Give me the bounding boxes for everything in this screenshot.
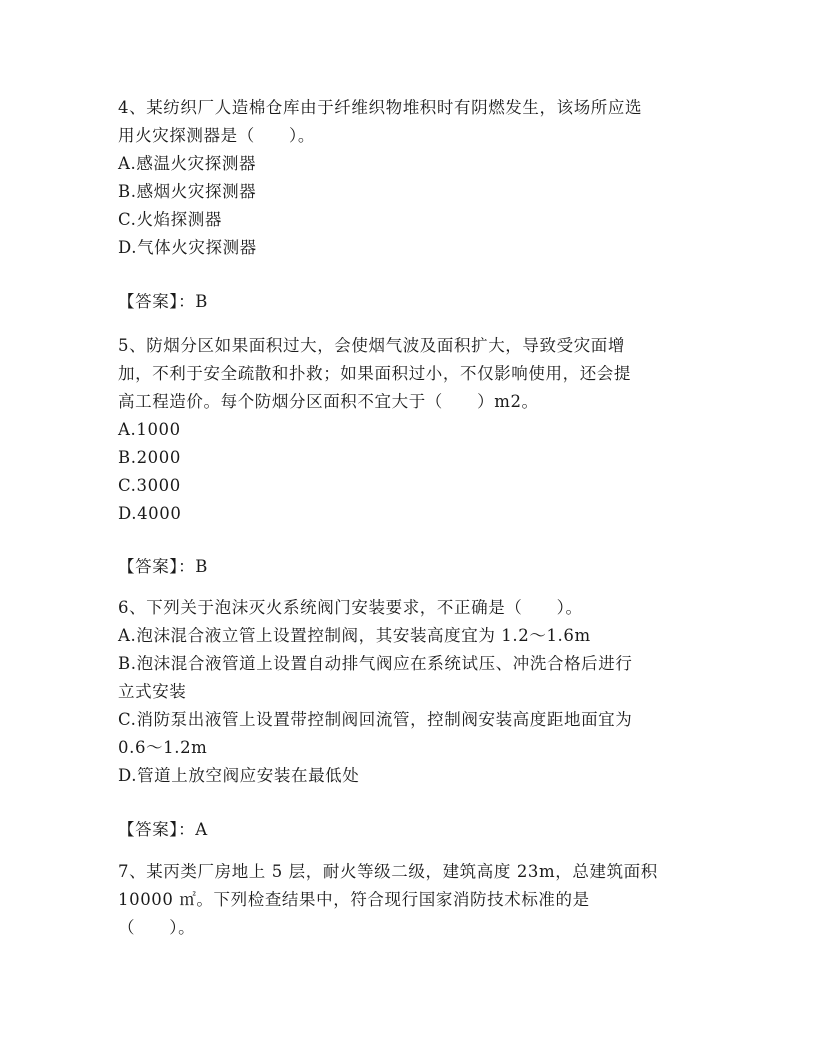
- option-d: D.气体火灾探测器: [118, 238, 257, 257]
- option-d: D.管道上放空阀应安装在最低处: [118, 766, 360, 785]
- option-a: A.感温火灾探测器: [118, 154, 257, 173]
- question-4: [118, 94, 698, 262]
- option-d: D.4000: [118, 504, 182, 523]
- option-b: B.泡沫混合液管道上设置自动排气阀应在系统试压、冲洗合格后进行: [118, 654, 633, 673]
- answer-4: [118, 288, 698, 316]
- option-b: B.2000: [118, 448, 181, 467]
- option-b-continued: 立式安装: [118, 682, 187, 701]
- answer-6: [118, 816, 698, 844]
- question-stem-line: 加，不利于安全疏散和扑救；如果面积过小，不仅影响使用，还会提: [118, 364, 631, 383]
- question-5: [118, 332, 698, 528]
- option-c: C.消防泵出液管上设置带控制阀回流管，控制阀安装高度距地面宜为: [118, 710, 633, 729]
- option-c-continued: 0.6～1.2m: [118, 738, 208, 757]
- answer-label: 【答案】：B: [118, 292, 208, 311]
- option-a: A.泡沫混合液立管上设置控制阀，其安装高度宜为 1.2～1.6m: [118, 626, 591, 645]
- question-stem-line: 高工程造价。每个防烟分区面积不宜大于（ ）m2。: [118, 392, 539, 411]
- question-stem-line: 4、某纺织厂人造棉仓库由于纤维织物堆积时有阴燃发生，该场所应选: [118, 98, 643, 117]
- question-6: [118, 594, 698, 790]
- question-7: [118, 858, 698, 942]
- answer-label: 【答案】：A: [118, 820, 208, 839]
- question-stem-line: 5、防烟分区如果面积过大，会使烟气波及面积扩大，导致受灾面增: [118, 336, 625, 355]
- option-a: A.1000: [118, 420, 181, 439]
- option-c: C.3000: [118, 476, 181, 495]
- question-stem-line: （ ）。: [118, 918, 196, 937]
- question-stem-line: 10000 ㎡。下列检查结果中，符合现行国家消防技术标准的是: [118, 890, 590, 909]
- answer-label: 【答案】：B: [118, 557, 208, 576]
- question-stem-line: 6、下列关于泡沫灭火系统阀门安装要求，不正确是（ ）。: [118, 598, 583, 617]
- option-c: C.火焰探测器: [118, 210, 222, 229]
- question-stem-line: 用火灾探测器是（ ）。: [118, 126, 315, 145]
- option-b: B.感烟火灾探测器: [118, 182, 257, 201]
- answer-5: [118, 553, 698, 581]
- question-stem-line: 7、某丙类厂房地上 5 层，耐火等级二级，建筑高度 23m，总建筑面积: [118, 862, 658, 881]
